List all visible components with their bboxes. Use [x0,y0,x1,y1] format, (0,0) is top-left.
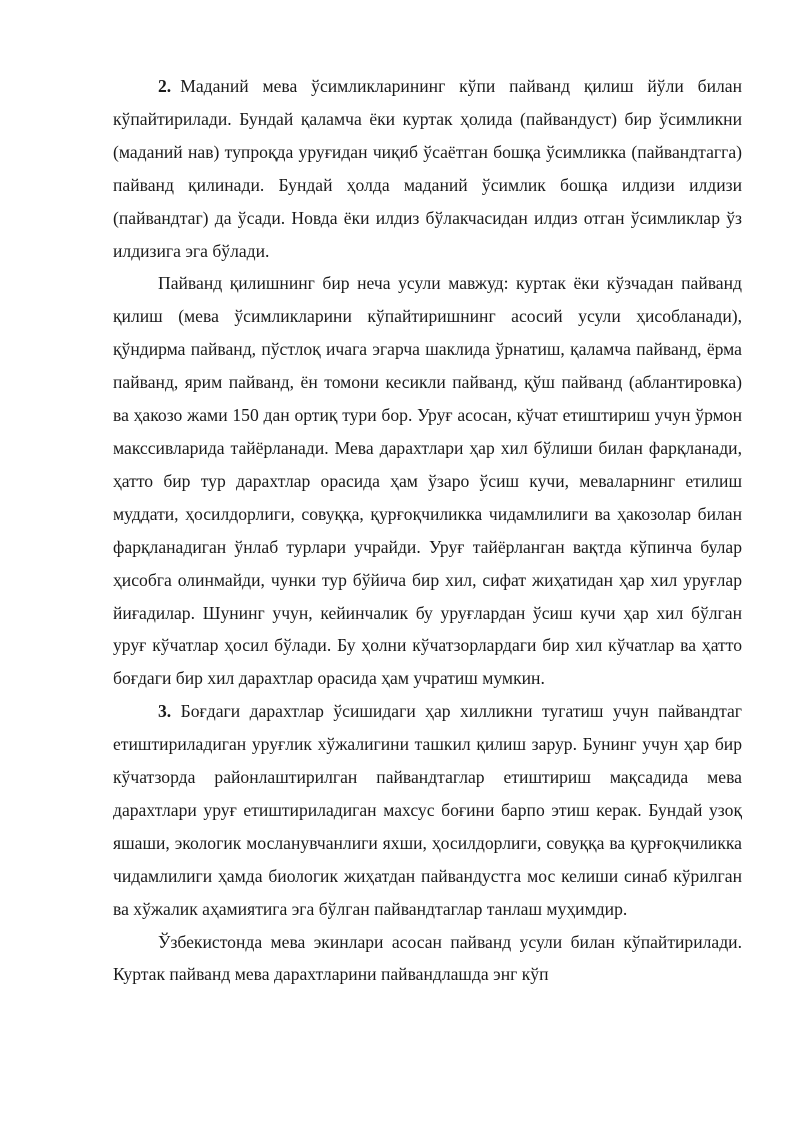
document-page [113,70,742,991]
paragraph-number: 3. [158,701,172,722]
paragraph-text: Боғдаги дарахтлар ўсишидаги ҳар хилликни тугатиш учун пайвандтаг етиштириладиган уруғлик хўжалигини ташкил қилиш зарур. Бунинг учун ҳар бир кўчатзорда районлаштирилган пайвандтаглар етиштириш мақсадида мева дарахтлари уруғ етиштириладиган махсус боғини барпо этиш керак. Бундай узоқ яшаши, экологик мосланувчанлиги яхши, ҳосилдорлиги, совуққа ва қурғоқчиликка чидамлилиги ҳамда биологик жиҳатдан пайвандустга мос келиши синаб кўрилган ва хўжалик аҳамиятига эга бўлган пайвандтаглар танлаш муҳимдир. [113,701,742,919]
paragraph-text: Пайванд қилишнинг бир неча усули мавжуд: куртак ёки кўзчадан пайванд қилиш (мева ўсимликларини кўпайтиришнинг асосий усули ҳисобланади), қўндирма пайванд, пўстлоқ ичага эгарча шаклида ўрнатиш, қаламча пайванд, ёрма пайванд, ярим пайванд, ён томони кесикли пайванд, қўш пайванд (аблантировка) ва ҳакозо жами 150 дан ортиқ тури бор. Уруғ асосан, кўчат етиштириш учун ўрмон макссивларида тайёрланади. Мева дарахтлари ҳар хил бўлиши билан фарқланади, ҳатто бир тур дарахтлар орасида ҳам ўзаро ўсиш кучи, меваларнинг етилиш муддати, ҳосилдорлиги, совуққа, қурғоқчиликка чидамлилиги ва ҳакозолар билан фарқланадиган ўнлаб турлари учрайди. Уруғ тайёрланган вақтда кўпинча булар ҳисобга олинмайди, чунки тур бўйича бир хил, сифат жиҳатидан ҳар хил уруғлар йиғадилар. Шунинг учун, кейинчалик бу уруғлардан ўсиш кучи ҳар хил бўлган уруғ кўчатлар ҳосил бўлади. Бу ҳолни кўчатзорлардаги бир хил кўчатлар ва ҳатто боғдаги бир хил дарахтлар орасида ҳам учратиш мумкин. [113,273,742,689]
paragraph-text: Маданий мева ўсимликларининг кўпи пайванд қилиш йўли билан кўпайтирилади. Бундай қаламча ёки куртак ҳолида (пайвандуст) бир ўсимликни (маданий нав) тупроқда уруғидан чиқиб ўсаётган бошқа ўсимликка (пайвандтагга) пайванд қилинади. Бундай ҳолда маданий ўсимлик бошқа илдизи илдизи (пайвандтаг) да ўсади. Новда ёки илдиз бўлакчасидан илдиз отган ўсимликлар ўз илдизига эга бўлади. [113,76,742,261]
paragraph-grafting-methods [113,267,742,695]
paragraph-number: 2. [158,76,172,96]
paragraph-uzbekistan [113,926,742,992]
paragraph-2 [113,70,742,267]
paragraph-text: Ўзбекистонда мева экинлари асосан пайванд усули билан кўпайтирилади. Куртак пайванд мева дарахтларини пайвандлашда энг кўп [113,931,742,985]
paragraph-3 [113,695,742,925]
